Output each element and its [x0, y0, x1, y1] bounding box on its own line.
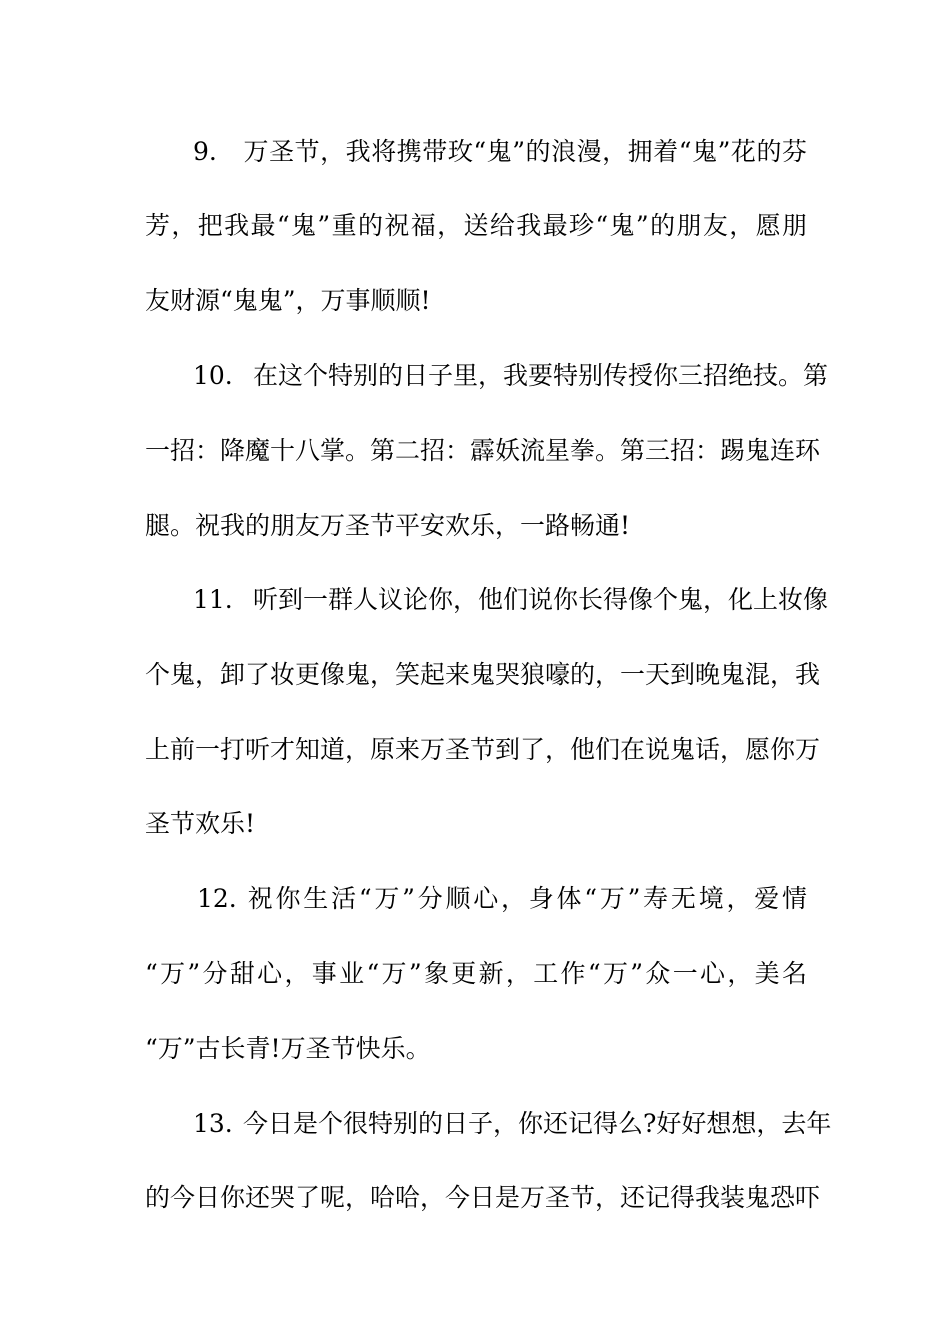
- paragraph-10-line-1: [193, 356, 829, 396]
- paragraph-9-number: 9.: [193, 137, 217, 166]
- paragraph-12-number: 12.: [197, 884, 237, 913]
- paragraph-11-line-2: 个鬼，卸了妆更像鬼，笑起来鬼哭狼嚎的，一天到晚鬼混，我: [145, 660, 821, 689]
- paragraph-9-line-2: 芳，把我最“鬼”重的祝福，送给我最珍“鬼”的朋友，愿朋: [145, 211, 807, 240]
- paragraph-11-text: 听到一群人议论你，他们说你长得像个鬼，化上妆像: [253, 585, 829, 614]
- paragraph-10-number: 10.: [193, 361, 233, 390]
- paragraph-11-line-4: 圣节欢乐!: [145, 809, 256, 838]
- paragraph-9-line-1: [193, 132, 807, 172]
- paragraph-12-line-1: [197, 879, 807, 919]
- paragraph-10-line-2: 一招：降魔十八掌。第二招：霹妖流星拳。第三招：踢鬼连环: [145, 436, 821, 465]
- paragraph-11-line-1: [193, 580, 829, 620]
- paragraph-12-line-2: “万”分甜心，事业“万”象更新，工作“万”众一心，美名: [145, 959, 807, 988]
- paragraph-9-text: 万圣节，我将携带玫“鬼”的浪漫，拥着“鬼”花的芬: [243, 137, 807, 166]
- paragraph-13-line-2: 的今日你还哭了呢，哈哈，今日是万圣节，还记得我装鬼恐吓: [145, 1183, 821, 1212]
- paragraph-13-line-1: [193, 1104, 832, 1144]
- paragraph-11-number: 11.: [193, 585, 233, 614]
- paragraph-10-line-3: 腿。祝我的朋友万圣节平安欢乐，一路畅通!: [145, 511, 631, 540]
- paragraph-11-line-3: 上前一打听才知道，原来万圣节到了，他们在说鬼话，愿你万: [145, 735, 821, 764]
- paragraph-9-line-3: 友财源“鬼鬼”，万事顺顺!: [145, 286, 431, 315]
- paragraph-12-text: 祝你生活“万”分顺心，身体“万”寿无境，爱情: [245, 884, 807, 913]
- paragraph-13-number: 13.: [193, 1109, 233, 1138]
- paragraph-10-text: 在这个特别的日子里，我要特别传授你三招绝技。第: [253, 361, 829, 390]
- paragraph-12-line-3: “万”古长青!万圣节快乐。: [145, 1034, 431, 1063]
- paragraph-13-text: 今日是个很特别的日子，你还记得么?好好想想，去年: [243, 1109, 832, 1138]
